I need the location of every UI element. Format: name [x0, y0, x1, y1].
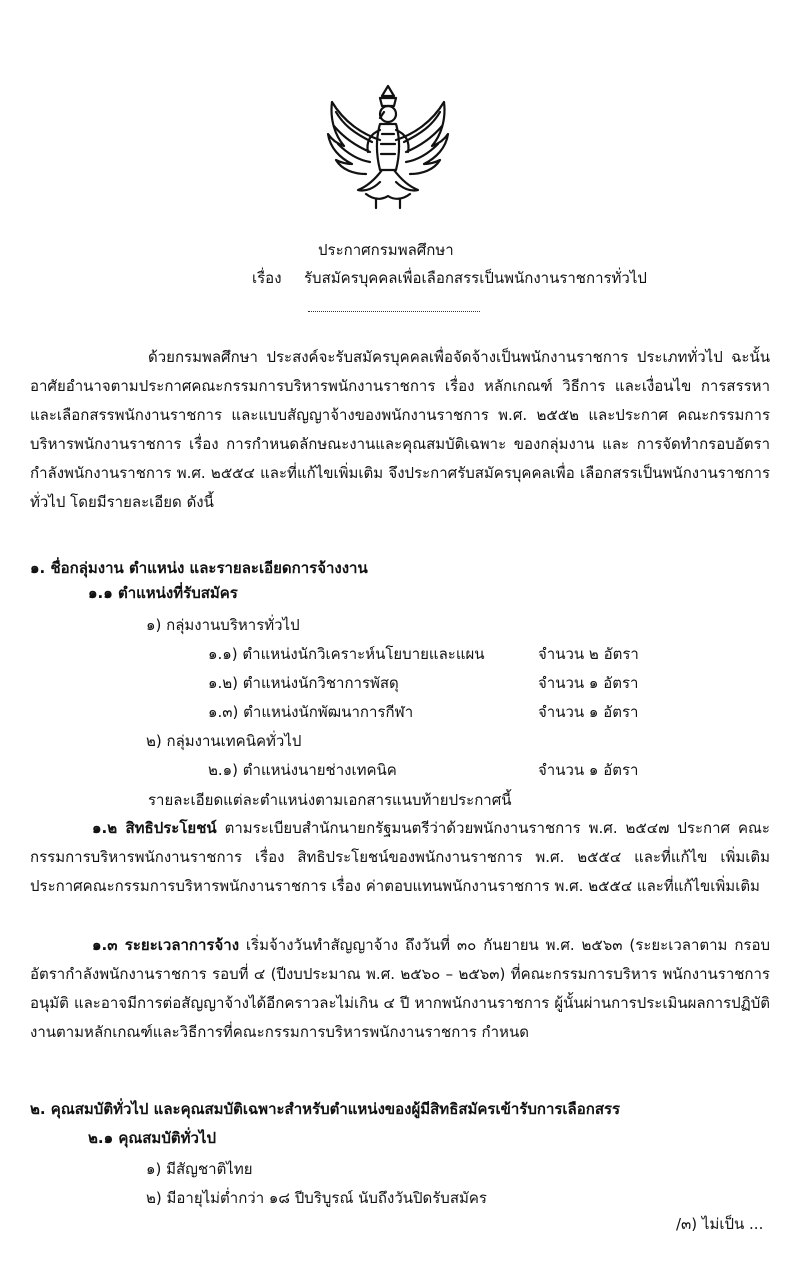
section1-heading: ๑. ชื่อกลุ่มงาน ตำแหน่ง และรายละเอียดการจ้างงาน — [30, 559, 368, 577]
position-count: จำนวน ๑ อัตรา — [538, 674, 639, 692]
group-label: ๑) กลุ่มงานบริหารทั่วไป — [146, 616, 300, 634]
qualification-item: ๒) มีอายุไม่ต่ำกว่า ๑๘ ปีบริบูรณ์ นับถึงวันปิดรับสมัคร — [146, 1189, 487, 1207]
position-count: จำนวน ๒ อัตรา — [538, 645, 639, 663]
section1-3-heading: ๑.๓ ระยะเวลาการจ้าง — [92, 936, 240, 954]
section1-2-paragraph — [30, 814, 770, 901]
position-label: ๑.๑) ตำแหน่งนักวิเคราะห์นโยบายและแผน — [208, 645, 485, 663]
subject-label: เรื่อง — [252, 269, 282, 287]
section1-3-paragraph — [30, 931, 770, 1047]
continuation-marker: /๓) ไม่เป็น ... — [676, 1215, 764, 1233]
intro-paragraph: ด้วยกรมพลศึกษา ประสงค์จะรับสมัครบุคคลเพื่อจัดจ้างเป็นพนักงานราชการ ประเภททั่วไป ฉะนั้น อาศัยอำนาจตามประกาศคณะกรรมการบริหารพนักงานราชการ เรื่อง หลักเกณฑ์ วิธีการ และเงื่อนไข การสรรหาและเลือกสรรพนักงานราชการ และแบบสัญญาจ้างของพนักงานราชการ พ.ศ. ๒๕๕๒ และประกาศ คณะกรรมการบริหารพนักงานราชการ เรื่อง การกำหนดลักษณะงานและคุณสมบัติเฉพาะ ของกลุ่มงาน และ การจัดทำกรอบอัตรากำลังพนักงานราชการ พ.ศ. ๒๕๕๔ และที่แก้ไขเพิ่มเติม จึงประกาศรับสมัครบุคคลเพื่อ เลือกสรรเป็นพนักงานราชการทั่วไป โดยมีรายละเอียด ดังนี้ — [30, 348, 770, 511]
subject-title: รับสมัครบุคคลเพื่อเลือกสรรเป็นพนักงานราชการทั่วไป — [304, 269, 647, 287]
section1-1-heading: ๑.๑ ตำแหน่งที่รับสมัคร — [88, 584, 238, 602]
position-label: ๑.๓) ตำแหน่งนักพัฒนาการกีฬา — [208, 703, 414, 721]
section1-3-text: เริ่มจ้างวันทำสัญญาจ้าง ถึงวันที่ ๓๐ กันยายน พ.ศ. ๒๕๖๓ (ระยะเวลาตาม กรอบอัตรากำลังพนักงานราชการ รอบที่ ๔ (ปีงบประมาณ พ.ศ. ๒๕๖๐ – ๒๕๖๓) ที่คณะกรรมการบริหาร พนักงานราชการอนุมัติ และอาจมีการต่อสัญญาจ้างได้อีกคราวละไม่เกิน ๔ ปี หากพนักงานราชการ ผู้นั้นผ่านการประเมินผลการปฏิบัติงานตามหลักเกณฑ์และวิธีการที่คณะกรรมการบริหารพนักงานราชการ กำหนด — [30, 936, 770, 1041]
section2-heading: ๒. คุณสมบัติทั่วไป และคุณสมบัติเฉพาะสำหรับตำแหน่งของผู้มีสิทธิสมัครเข้ารับการเลือกสรร — [30, 1100, 621, 1118]
details-note: รายละเอียดแต่ละตำแหน่งตามเอกสารแนบท้ายประกาศนี้ — [148, 791, 512, 809]
position-label: ๑.๒) ตำแหน่งนักวิชาการพัสดุ — [208, 674, 399, 692]
position-label: ๒.๑) ตำแหน่งนายช่างเทคนิค — [208, 761, 397, 779]
qualification-item: ๑) มีสัญชาติไทย — [146, 1160, 253, 1178]
garuda-emblem-icon — [322, 82, 454, 212]
header-divider — [308, 311, 480, 312]
position-count: จำนวน ๑ อัตรา — [538, 761, 639, 779]
group-label: ๒) กลุ่มงานเทคนิคทั่วไป — [146, 732, 302, 750]
section1-2-heading: ๑.๒ สิทธิประโยชน์ — [92, 819, 217, 837]
issuer-title: ประกาศกรมพลศึกษา — [318, 241, 454, 259]
position-count: จำนวน ๑ อัตรา — [538, 703, 639, 721]
section2-1-heading: ๒.๑ คุณสมบัติทั่วไป — [88, 1129, 216, 1147]
section1-2-text: ตามระเบียบสำนักนายกรัฐมนตรีว่าด้วยพนักงานราชการ พ.ศ. ๒๕๔๗ ประกาศ คณะกรรมการบริหารพนักงานราชการ เรื่อง สิทธิประโยชน์ของพนักงานราชการ พ.ศ. ๒๕๕๔ และที่แก้ไข เพิ่มเติม ประกาศคณะกรรมการบริหารพนักงานราชการ เรื่อง ค่าตอบแทนพนักงานราชการ พ.ศ. ๒๕๕๔ และที่แก้ไขเพิ่มเติม — [30, 819, 770, 895]
